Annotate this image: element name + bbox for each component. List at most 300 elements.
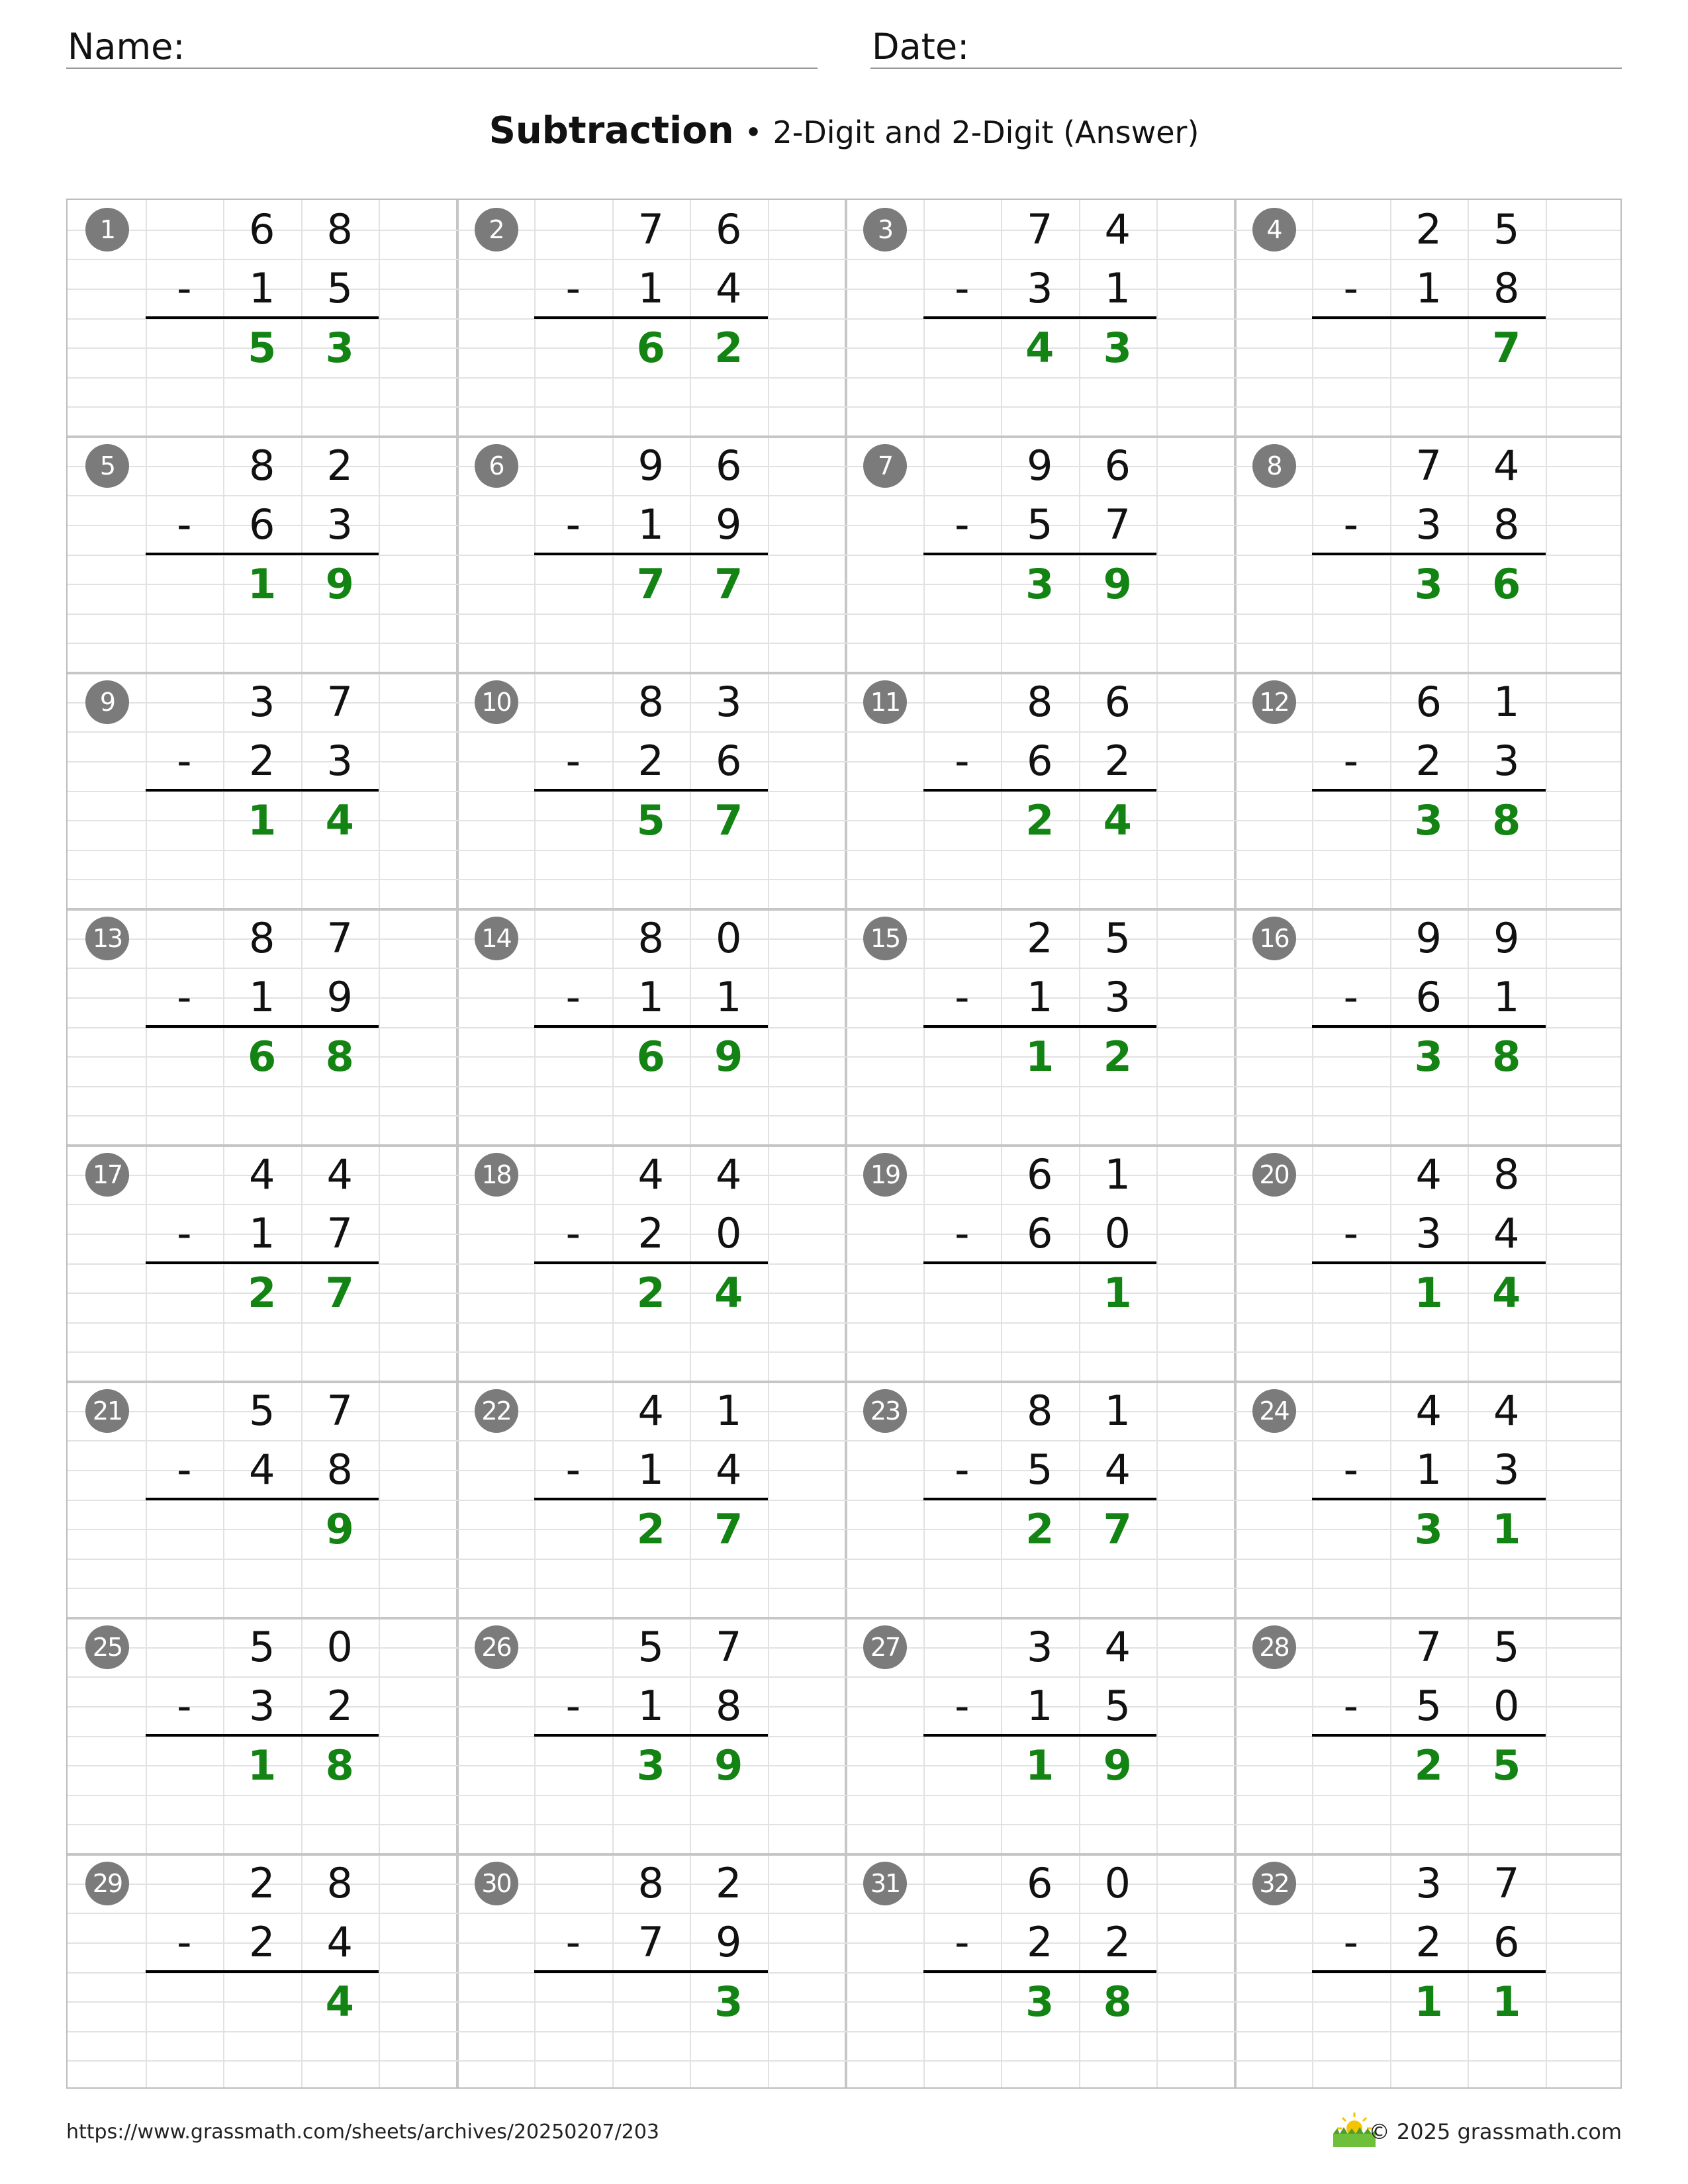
minuend-tens-digit: 6 (1027, 1859, 1053, 1907)
problem-number-badge: 2 (475, 208, 518, 251)
answer-tens-digit: 2 (636, 1268, 665, 1317)
minus-sign: - (177, 737, 192, 786)
subtrahend-tens-digit: 1 (1027, 1682, 1053, 1731)
problem (1235, 200, 1624, 436)
subtrahend-ones-digit: 2 (1104, 1918, 1131, 1967)
answer-rule-line (534, 1261, 768, 1264)
minus-sign: - (177, 1918, 192, 1967)
worksheet-title (0, 105, 1688, 159)
minus-sign: - (565, 1445, 581, 1494)
title-main: Subtraction (489, 109, 734, 152)
minus-sign: - (177, 1209, 192, 1258)
minus-sign: - (565, 737, 581, 786)
answer-ones-digit: 8 (1103, 1977, 1132, 2026)
answer-rule-line (923, 1734, 1157, 1737)
footer-copyright: © 2025 grassmath.com (1368, 2119, 1622, 2144)
date-label: Date: (872, 26, 970, 68)
title-separator: • (744, 114, 763, 150)
minuend-tens-digit: 8 (1027, 678, 1053, 726)
answer-tens-digit: 3 (1414, 796, 1443, 844)
answer-tens-digit: 2 (636, 1504, 665, 1553)
answer-tens-digit: 5 (248, 323, 277, 372)
problem (845, 1145, 1235, 1381)
answer-rule-line (923, 316, 1157, 319)
minuend-tens-digit: 6 (249, 205, 275, 253)
minuend-tens-digit: 2 (1027, 914, 1053, 962)
minus-sign: - (1343, 973, 1358, 1022)
subtrahend-tens-digit: 2 (1415, 737, 1442, 786)
problem-number-badge: 32 (1252, 1862, 1296, 1905)
minuend-tens-digit: 8 (637, 678, 664, 726)
answer-tens-digit: 1 (1414, 1977, 1443, 2026)
problem (457, 1617, 846, 1854)
minus-sign: - (565, 1918, 581, 1967)
minus-sign: - (565, 973, 581, 1022)
answer-ones-digit: 7 (714, 796, 743, 844)
minuend-tens-digit: 2 (1415, 205, 1442, 253)
answer-ones-digit: 9 (1103, 559, 1132, 608)
answer-rule-line (1312, 1734, 1546, 1737)
minuend-tens-digit: 9 (637, 441, 664, 490)
subtrahend-tens-digit: 1 (249, 264, 275, 313)
minuend-ones-digit: 4 (1493, 1387, 1520, 1435)
minuend-tens-digit: 7 (1027, 205, 1053, 253)
subtrahend-tens-digit: 3 (1415, 1209, 1442, 1258)
minus-sign: - (565, 1209, 581, 1258)
answer-tens-digit: 2 (1025, 1504, 1055, 1553)
subtrahend-ones-digit: 0 (1493, 1682, 1520, 1731)
minuend-ones-digit: 0 (1104, 1859, 1131, 1907)
minuend-ones-digit: 6 (1104, 441, 1131, 490)
minuend-tens-digit: 8 (249, 914, 275, 962)
answer-rule-line (534, 316, 768, 319)
problem-number-badge: 24 (1252, 1389, 1296, 1433)
minuend-ones-digit: 6 (1104, 678, 1131, 726)
answer-tens-digit: 3 (1414, 559, 1443, 608)
subtrahend-tens-digit: 2 (249, 1918, 275, 1967)
answer-tens-digit: 3 (1025, 1977, 1055, 2026)
answer-tens-digit (612, 1972, 690, 2031)
answer-tens-digit: 1 (248, 559, 277, 608)
problem-number-badge: 10 (475, 680, 518, 724)
problem (457, 1381, 846, 1617)
problem-number-badge: 8 (1252, 444, 1296, 488)
minus-sign: - (955, 264, 970, 313)
problem-number-badge: 27 (863, 1625, 907, 1669)
subtrahend-tens-digit: 3 (1415, 500, 1442, 549)
answer-rule-line (923, 1025, 1157, 1028)
minuend-tens-digit: 7 (1415, 1623, 1442, 1671)
subtrahend-tens-digit: 5 (1027, 500, 1053, 549)
answer-rule-line (534, 553, 768, 555)
answer-rule-line (534, 789, 768, 792)
problem (68, 909, 457, 1145)
answer-rule-line (1312, 553, 1546, 555)
subtrahend-ones-digit: 3 (1493, 1445, 1520, 1494)
answer-ones-digit: 1 (1492, 1977, 1521, 2026)
minuend-ones-digit: 1 (716, 1387, 742, 1435)
problem-number-badge: 18 (475, 1153, 518, 1197)
subtrahend-ones-digit: 5 (1104, 1682, 1131, 1731)
answer-ones-digit: 3 (1103, 323, 1132, 372)
minuend-ones-digit: 7 (326, 678, 353, 726)
minuend-ones-digit: 4 (716, 1150, 742, 1199)
answer-ones-digit: 8 (325, 1741, 354, 1790)
minuend-ones-digit: 6 (716, 205, 742, 253)
minus-sign: - (955, 973, 970, 1022)
problem (845, 909, 1235, 1145)
minuend-tens-digit: 4 (1415, 1150, 1442, 1199)
subtrahend-tens-digit: 1 (1415, 264, 1442, 313)
minuend-ones-digit: 5 (1104, 914, 1131, 962)
minuend-tens-digit: 3 (1415, 1859, 1442, 1907)
minuend-tens-digit: 7 (1415, 441, 1442, 490)
minuend-ones-digit: 8 (326, 205, 353, 253)
answer-rule-line (146, 1970, 379, 1973)
problem-number-badge: 25 (85, 1625, 129, 1669)
subtrahend-tens-digit: 1 (637, 264, 664, 313)
name-field[interactable] (66, 26, 818, 69)
problem (1235, 1381, 1624, 1617)
answer-rule-line (146, 1025, 379, 1028)
answer-ones-digit: 7 (325, 1268, 354, 1317)
minuend-ones-digit: 4 (1493, 441, 1520, 490)
subtrahend-tens-digit: 2 (1027, 1918, 1053, 1967)
subtrahend-ones-digit: 4 (326, 1918, 353, 1967)
problem-number-badge: 30 (475, 1862, 518, 1905)
problem-number-badge: 20 (1252, 1153, 1296, 1197)
subtrahend-ones-digit: 2 (1104, 737, 1131, 786)
subtrahend-tens-digit: 3 (249, 1682, 275, 1731)
subtrahend-ones-digit: 9 (716, 500, 742, 549)
minuend-ones-digit: 4 (326, 1150, 353, 1199)
problem-number-badge: 9 (85, 680, 129, 724)
answer-rule-line (146, 1498, 379, 1500)
answer-ones-digit: 4 (325, 796, 354, 844)
problem (1235, 1145, 1624, 1381)
subtrahend-tens-digit: 7 (637, 1918, 664, 1967)
answer-tens-digit: 3 (1414, 1504, 1443, 1553)
problem (1235, 436, 1624, 672)
problem (457, 672, 846, 909)
subtrahend-ones-digit: 8 (1493, 264, 1520, 313)
minus-sign: - (177, 1445, 192, 1494)
minus-sign: - (177, 264, 192, 313)
problem (457, 1145, 846, 1381)
problem-number-badge: 11 (863, 680, 907, 724)
answer-rule-line (1312, 316, 1546, 319)
answer-rule-line (923, 1261, 1157, 1264)
answer-tens-digit: 1 (248, 1741, 277, 1790)
subtrahend-tens-digit: 1 (1415, 1445, 1442, 1494)
problem (845, 436, 1235, 672)
problem-number-badge: 29 (85, 1862, 129, 1905)
minus-sign: - (955, 1918, 970, 1967)
minus-sign: - (1343, 1209, 1358, 1258)
minus-sign: - (565, 1682, 581, 1731)
subtrahend-ones-digit: 8 (326, 1445, 353, 1494)
problem-number-badge: 14 (475, 917, 518, 960)
answer-ones-digit: 7 (714, 1504, 743, 1553)
answer-ones-digit: 7 (714, 559, 743, 608)
answer-ones-digit: 8 (1492, 1032, 1521, 1081)
subtrahend-ones-digit: 3 (1104, 973, 1131, 1022)
answer-rule-line (534, 1970, 768, 1973)
minuend-tens-digit: 8 (249, 441, 275, 490)
minuend-tens-digit: 6 (1415, 678, 1442, 726)
minuend-tens-digit: 7 (637, 205, 664, 253)
subtrahend-ones-digit: 7 (1104, 500, 1131, 549)
subtrahend-tens-digit: 1 (637, 1682, 664, 1731)
minus-sign: - (1343, 1682, 1358, 1731)
answer-tens-digit: 1 (1025, 1032, 1055, 1081)
subtrahend-tens-digit: 2 (637, 1209, 664, 1258)
subtrahend-ones-digit: 6 (1493, 1918, 1520, 1967)
subtrahend-tens-digit: 1 (1027, 973, 1053, 1022)
minuend-tens-digit: 6 (1027, 1150, 1053, 1199)
answer-tens-digit (223, 1972, 301, 2031)
subtrahend-tens-digit: 1 (249, 1209, 275, 1258)
answer-ones-digit: 4 (1103, 796, 1132, 844)
problem (68, 436, 457, 672)
answer-tens-digit: 6 (636, 1032, 665, 1081)
answer-rule-line (1312, 789, 1546, 792)
problem (845, 1854, 1235, 2090)
answer-ones-digit: 9 (325, 1504, 354, 1553)
minuend-tens-digit: 3 (249, 678, 275, 726)
minuend-ones-digit: 1 (1493, 678, 1520, 726)
minus-sign: - (955, 1209, 970, 1258)
problem-number-badge: 1 (85, 208, 129, 251)
answer-ones-digit: 9 (714, 1741, 743, 1790)
problem-number-badge: 15 (863, 917, 907, 960)
subtrahend-ones-digit: 0 (1104, 1209, 1131, 1258)
minuend-tens-digit: 5 (249, 1387, 275, 1435)
minuend-ones-digit: 0 (716, 914, 742, 962)
problem (457, 1854, 846, 2090)
minus-sign: - (955, 1682, 970, 1731)
subtrahend-ones-digit: 1 (716, 973, 742, 1022)
answer-ones-digit: 6 (1492, 559, 1521, 608)
answer-ones-digit: 4 (1492, 1268, 1521, 1317)
problem-number-badge: 3 (863, 208, 907, 251)
date-field[interactable] (870, 26, 1622, 69)
subtrahend-tens-digit: 6 (1027, 737, 1053, 786)
minuend-ones-digit: 2 (326, 441, 353, 490)
minus-sign: - (565, 264, 581, 313)
answer-ones-digit: 2 (714, 323, 743, 372)
subtrahend-ones-digit: 4 (1104, 1445, 1131, 1494)
minuend-tens-digit: 5 (637, 1623, 664, 1671)
problem-number-badge: 16 (1252, 917, 1296, 960)
minuend-ones-digit: 0 (326, 1623, 353, 1671)
answer-rule-line (1312, 1261, 1546, 1264)
subtrahend-tens-digit: 6 (249, 500, 275, 549)
answer-tens-digit: 7 (636, 559, 665, 608)
minuend-ones-digit: 7 (1493, 1859, 1520, 1907)
minuend-ones-digit: 4 (1104, 1623, 1131, 1671)
subtrahend-tens-digit: 5 (1415, 1682, 1442, 1731)
subtrahend-tens-digit: 6 (1027, 1209, 1053, 1258)
subtrahend-tens-digit: 2 (1415, 1918, 1442, 1967)
minuend-ones-digit: 3 (716, 678, 742, 726)
minuend-tens-digit: 4 (637, 1387, 664, 1435)
minuend-ones-digit: 1 (1104, 1150, 1131, 1199)
subtrahend-ones-digit: 0 (716, 1209, 742, 1258)
answer-ones-digit: 4 (325, 1977, 354, 2026)
subtrahend-ones-digit: 9 (716, 1918, 742, 1967)
subtrahend-ones-digit: 1 (1493, 973, 1520, 1022)
answer-rule-line (146, 1261, 379, 1264)
minus-sign: - (955, 1445, 970, 1494)
answer-ones-digit: 3 (325, 323, 354, 372)
subtrahend-ones-digit: 3 (1493, 737, 1520, 786)
subtrahend-tens-digit: 4 (249, 1445, 275, 1494)
subtrahend-tens-digit: 1 (637, 973, 664, 1022)
minuend-tens-digit: 8 (637, 914, 664, 962)
answer-tens-digit: 3 (1414, 1032, 1443, 1081)
problem (457, 436, 846, 672)
minuend-ones-digit: 7 (716, 1623, 742, 1671)
subtrahend-ones-digit: 5 (326, 264, 353, 313)
subtrahend-tens-digit: 1 (637, 500, 664, 549)
answer-ones-digit: 2 (1103, 1032, 1132, 1081)
answer-tens-digit: 2 (1414, 1741, 1443, 1790)
answer-ones-digit: 9 (714, 1032, 743, 1081)
subtrahend-ones-digit: 3 (326, 737, 353, 786)
answer-ones-digit: 3 (714, 1977, 743, 2026)
answer-tens-digit: 1 (248, 796, 277, 844)
problem (845, 672, 1235, 909)
problem (1235, 1854, 1624, 2090)
minuend-tens-digit: 8 (637, 1859, 664, 1907)
problem-number-badge: 22 (475, 1389, 518, 1433)
answer-rule-line (146, 316, 379, 319)
problem-number-badge: 19 (863, 1153, 907, 1197)
problem (68, 1854, 457, 2090)
answer-tens-digit: 1 (1025, 1741, 1055, 1790)
subtrahend-ones-digit: 8 (716, 1682, 742, 1731)
subtrahend-ones-digit: 2 (326, 1682, 353, 1731)
footer-url: https://www.grassmath.com/sheets/archives/20250207/203 (66, 2120, 660, 2144)
answer-tens-digit (1001, 1263, 1079, 1322)
subtrahend-ones-digit: 6 (716, 737, 742, 786)
minuend-ones-digit: 5 (1493, 205, 1520, 253)
answer-rule-line (1312, 1970, 1546, 1973)
minuend-tens-digit: 5 (249, 1623, 275, 1671)
problem-number-badge: 31 (863, 1862, 907, 1905)
subtrahend-tens-digit: 2 (637, 737, 664, 786)
problem-number-badge: 13 (85, 917, 129, 960)
answer-rule-line (923, 789, 1157, 792)
answer-rule-line (534, 1498, 768, 1500)
minuend-ones-digit: 7 (326, 914, 353, 962)
minuend-ones-digit: 8 (326, 1859, 353, 1907)
subtrahend-ones-digit: 1 (1104, 264, 1131, 313)
minuend-tens-digit: 8 (1027, 1387, 1053, 1435)
minus-sign: - (1343, 1918, 1358, 1967)
answer-tens-digit: 2 (248, 1268, 277, 1317)
problem (1235, 672, 1624, 909)
problem (457, 200, 846, 436)
problem (1235, 909, 1624, 1145)
answer-rule-line (1312, 1498, 1546, 1500)
problem (1235, 1617, 1624, 1854)
minuend-ones-digit: 8 (1493, 1150, 1520, 1199)
answer-tens-digit (1390, 318, 1468, 377)
problem-number-badge: 26 (475, 1625, 518, 1669)
answer-rule-line (923, 1970, 1157, 1973)
problem (68, 1381, 457, 1617)
problem-number-badge: 5 (85, 444, 129, 488)
subtrahend-ones-digit: 4 (716, 264, 742, 313)
problem-number-badge: 7 (863, 444, 907, 488)
minuend-tens-digit: 4 (249, 1150, 275, 1199)
minuend-ones-digit: 6 (716, 441, 742, 490)
answer-tens-digit: 3 (1025, 559, 1055, 608)
minuend-ones-digit: 5 (1493, 1623, 1520, 1671)
answer-rule-line (923, 553, 1157, 555)
answer-rule-line (534, 1734, 768, 1737)
subtrahend-ones-digit: 9 (326, 973, 353, 1022)
problem (845, 200, 1235, 436)
minus-sign: - (1343, 264, 1358, 313)
subtrahend-ones-digit: 8 (1493, 500, 1520, 549)
problem (68, 1617, 457, 1854)
minuend-ones-digit: 7 (326, 1387, 353, 1435)
answer-ones-digit: 7 (1103, 1504, 1132, 1553)
problem (68, 200, 457, 436)
minuend-ones-digit: 1 (1104, 1387, 1131, 1435)
minuend-ones-digit: 9 (1493, 914, 1520, 962)
minuend-tens-digit: 2 (249, 1859, 275, 1907)
answer-ones-digit: 7 (1492, 323, 1521, 372)
answer-ones-digit: 5 (1492, 1741, 1521, 1790)
problem (68, 1145, 457, 1381)
minus-sign: - (1343, 1445, 1358, 1494)
minus-sign: - (955, 500, 970, 549)
minus-sign: - (1343, 500, 1358, 549)
minuend-ones-digit: 4 (1104, 205, 1131, 253)
answer-rule-line (146, 1734, 379, 1737)
name-label: Name: (68, 26, 185, 68)
answer-ones-digit: 9 (1103, 1741, 1132, 1790)
subtrahend-ones-digit: 7 (326, 1209, 353, 1258)
answer-tens-digit: 4 (1025, 323, 1055, 372)
answer-tens-digit (223, 1500, 301, 1559)
answer-rule-line (1312, 1025, 1546, 1028)
title-subtitle: 2-Digit and 2-Digit (Answer) (773, 114, 1199, 150)
answer-ones-digit: 1 (1103, 1268, 1132, 1317)
answer-tens-digit: 6 (636, 323, 665, 372)
answer-tens-digit: 2 (1025, 796, 1055, 844)
minus-sign: - (1343, 737, 1358, 786)
subtrahend-tens-digit: 1 (637, 1445, 664, 1494)
minuend-ones-digit: 2 (716, 1859, 742, 1907)
answer-ones-digit: 8 (325, 1032, 354, 1081)
minuend-tens-digit: 9 (1027, 441, 1053, 490)
subtrahend-tens-digit: 2 (249, 737, 275, 786)
problem (457, 909, 846, 1145)
problem-number-badge: 21 (85, 1389, 129, 1433)
answer-rule-line (146, 553, 379, 555)
problem-number-badge: 17 (85, 1153, 129, 1197)
minus-sign: - (177, 973, 192, 1022)
minuend-tens-digit: 4 (637, 1150, 664, 1199)
answer-ones-digit: 9 (325, 559, 354, 608)
problem (845, 1617, 1235, 1854)
minus-sign: - (565, 500, 581, 549)
